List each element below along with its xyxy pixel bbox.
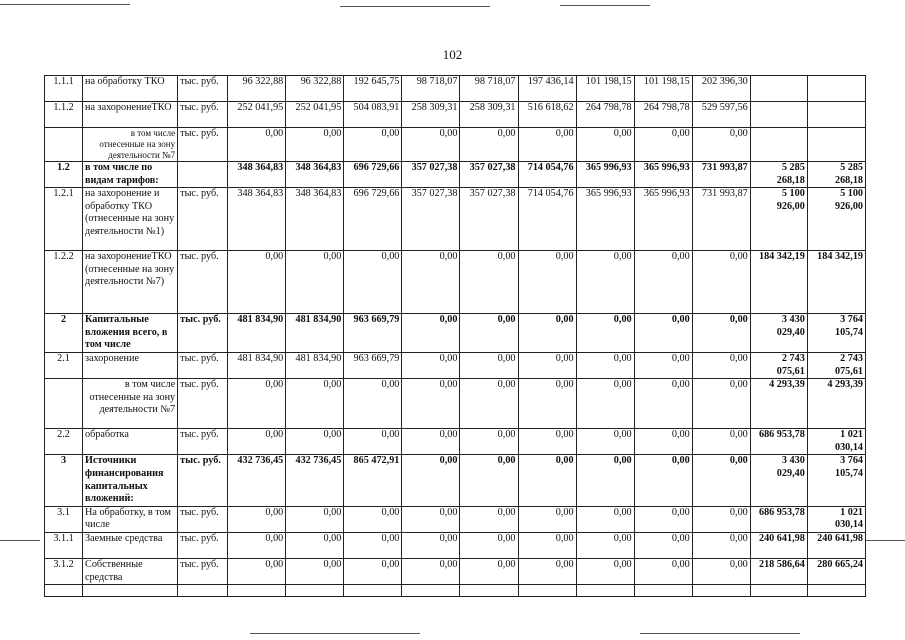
value-cell: 348 364,83 [228, 162, 286, 188]
value-cell: 0,00 [460, 352, 518, 378]
value-cell: 0,00 [460, 558, 518, 584]
scan-artifact-line [866, 540, 905, 541]
row-number: 3.1 [45, 506, 83, 532]
empty-cell [692, 585, 750, 597]
value-cell: 0,00 [402, 314, 460, 353]
empty-cell [460, 585, 518, 597]
value-cell: 2 743 075,61 [807, 352, 865, 378]
value-cell [750, 76, 807, 102]
value-cell: 481 834,90 [286, 314, 344, 353]
value-cell: 481 834,90 [286, 352, 344, 378]
value-cell: 0,00 [344, 558, 402, 584]
value-cell: 258 309,31 [460, 102, 518, 128]
value-cell: 481 834,90 [228, 314, 286, 353]
row-number: 2.2 [45, 429, 83, 455]
value-cell: 3 430 029,40 [750, 314, 807, 353]
table-row [45, 455, 866, 506]
value-cell: 0,00 [518, 455, 576, 506]
value-cell: 0,00 [402, 506, 460, 532]
value-cell: 357 027,38 [402, 188, 460, 251]
row-number: 2 [45, 314, 83, 353]
value-cell: 348 364,83 [228, 188, 286, 251]
row-name: в том числе отнесенные на зону деятельности №7 [83, 379, 178, 429]
row-name: Капитальные вложения всего, в том числе [83, 314, 178, 353]
value-cell: 0,00 [460, 379, 518, 429]
value-cell: 96 322,88 [228, 76, 286, 102]
row-unit: тыс. руб. [178, 379, 228, 429]
value-cell: 192 645,75 [344, 76, 402, 102]
row-name: в том числе отнесенные на зону деятельности №7 [83, 128, 178, 162]
value-cell: 101 198,15 [576, 76, 634, 102]
row-number: 3.1.2 [45, 558, 83, 584]
value-cell: 731 993,87 [692, 188, 750, 251]
table-row [45, 506, 866, 532]
value-cell: 357 027,38 [460, 162, 518, 188]
value-cell: 365 996,93 [576, 162, 634, 188]
scan-artifact-line [640, 633, 800, 634]
value-cell: 0,00 [576, 128, 634, 162]
value-cell: 0,00 [576, 455, 634, 506]
value-cell [807, 102, 865, 128]
empty-cell [518, 585, 576, 597]
value-cell: 252 041,95 [228, 102, 286, 128]
value-cell: 0,00 [576, 251, 634, 314]
empty-cell [178, 585, 228, 597]
table-row [45, 76, 866, 102]
value-cell: 0,00 [576, 506, 634, 532]
value-cell: 432 736,45 [286, 455, 344, 506]
row-name: Собственные средства [83, 558, 178, 584]
value-cell: 0,00 [344, 506, 402, 532]
value-cell: 0,00 [692, 455, 750, 506]
value-cell: 101 198,15 [634, 76, 692, 102]
value-cell: 0,00 [402, 128, 460, 162]
value-cell: 963 669,79 [344, 352, 402, 378]
scan-artifact-line [250, 633, 420, 634]
value-cell: 348 364,83 [286, 162, 344, 188]
value-cell: 0,00 [634, 532, 692, 558]
value-cell: 258 309,31 [402, 102, 460, 128]
row-unit: тыс. руб. [178, 314, 228, 353]
table-row [45, 379, 866, 429]
value-cell: 0,00 [692, 506, 750, 532]
row-number: 1.1.1 [45, 76, 83, 102]
value-cell: 197 436,14 [518, 76, 576, 102]
table-row [45, 429, 866, 455]
value-cell: 0,00 [228, 506, 286, 532]
value-cell [750, 128, 807, 162]
value-cell: 0,00 [402, 429, 460, 455]
row-number: 3.1.1 [45, 532, 83, 558]
value-cell: 357 027,38 [402, 162, 460, 188]
value-cell: 280 665,24 [807, 558, 865, 584]
row-name: захоронение [83, 352, 178, 378]
table-row [45, 532, 866, 558]
value-cell: 0,00 [692, 352, 750, 378]
value-cell: 365 996,93 [634, 162, 692, 188]
value-cell: 0,00 [286, 128, 344, 162]
row-name: Источники финансирования капитальных вложений: [83, 455, 178, 506]
table-row [45, 188, 866, 251]
value-cell: 5 285 268,18 [750, 162, 807, 188]
value-cell: 963 669,79 [344, 314, 402, 353]
value-cell: 0,00 [576, 558, 634, 584]
empty-cell [228, 585, 286, 597]
row-number: 3 [45, 455, 83, 506]
value-cell: 0,00 [576, 379, 634, 429]
value-cell: 2 743 075,61 [750, 352, 807, 378]
value-cell: 0,00 [576, 429, 634, 455]
financial-table [44, 75, 866, 597]
value-cell: 365 996,93 [634, 188, 692, 251]
value-cell: 0,00 [286, 379, 344, 429]
value-cell: 98 718,07 [402, 76, 460, 102]
value-cell: 0,00 [634, 379, 692, 429]
empty-cell [83, 585, 178, 597]
value-cell: 252 041,95 [286, 102, 344, 128]
value-cell: 0,00 [460, 128, 518, 162]
value-cell: 0,00 [286, 532, 344, 558]
value-cell: 0,00 [518, 251, 576, 314]
value-cell: 348 364,83 [286, 188, 344, 251]
empty-cell [344, 585, 402, 597]
empty-cell [45, 585, 83, 597]
table-row [45, 558, 866, 584]
empty-cell [286, 585, 344, 597]
value-cell: 0,00 [344, 251, 402, 314]
row-unit: тыс. руб. [178, 251, 228, 314]
value-cell: 0,00 [402, 455, 460, 506]
value-cell: 504 083,91 [344, 102, 402, 128]
row-number [45, 128, 83, 162]
row-name: На обработку, в том числе [83, 506, 178, 532]
value-cell: 240 641,98 [750, 532, 807, 558]
value-cell: 3 764 105,74 [807, 314, 865, 353]
value-cell [807, 128, 865, 162]
value-cell: 98 718,07 [460, 76, 518, 102]
value-cell: 0,00 [692, 429, 750, 455]
table-row [45, 162, 866, 188]
value-cell: 202 396,30 [692, 76, 750, 102]
scan-artifact-line [0, 4, 130, 5]
row-number: 2.1 [45, 352, 83, 378]
value-cell: 0,00 [692, 532, 750, 558]
value-cell: 0,00 [286, 558, 344, 584]
value-cell: 0,00 [460, 455, 518, 506]
row-unit: тыс. руб. [178, 455, 228, 506]
value-cell: 0,00 [460, 314, 518, 353]
value-cell [807, 76, 865, 102]
value-cell: 0,00 [576, 352, 634, 378]
value-cell: 0,00 [518, 352, 576, 378]
value-cell: 96 322,88 [286, 76, 344, 102]
table-row [45, 585, 866, 597]
value-cell: 0,00 [344, 429, 402, 455]
value-cell: 0,00 [228, 379, 286, 429]
value-cell: 0,00 [286, 506, 344, 532]
value-cell: 696 729,66 [344, 162, 402, 188]
table-row [45, 314, 866, 353]
value-cell: 432 736,45 [228, 455, 286, 506]
row-number: 1.1.2 [45, 102, 83, 128]
value-cell: 0,00 [634, 429, 692, 455]
value-cell: 0,00 [286, 429, 344, 455]
value-cell: 0,00 [402, 532, 460, 558]
value-cell: 0,00 [634, 251, 692, 314]
value-cell: 0,00 [518, 379, 576, 429]
value-cell: 218 586,64 [750, 558, 807, 584]
table-row [45, 128, 866, 162]
value-cell: 686 953,78 [750, 429, 807, 455]
row-name: Заемные средства [83, 532, 178, 558]
row-number: 1.2.1 [45, 188, 83, 251]
value-cell: 714 054,76 [518, 162, 576, 188]
value-cell: 0,00 [518, 314, 576, 353]
row-name: на обработку ТКО [83, 76, 178, 102]
value-cell: 0,00 [634, 352, 692, 378]
row-unit: тыс. руб. [178, 352, 228, 378]
value-cell: 714 054,76 [518, 188, 576, 251]
row-number [45, 379, 83, 429]
value-cell: 5 285 268,18 [807, 162, 865, 188]
empty-cell [402, 585, 460, 597]
row-name: на захоронение и обработку ТКО (отнесенные на зону деятельности №1) [83, 188, 178, 251]
empty-cell [634, 585, 692, 597]
row-name: обработка [83, 429, 178, 455]
row-unit: тыс. руб. [178, 558, 228, 584]
table-row [45, 102, 866, 128]
row-name: в том числе по видам тарифов: [83, 162, 178, 188]
value-cell: 0,00 [344, 379, 402, 429]
row-name: на захоронениеТКО [83, 102, 178, 128]
value-cell: 696 729,66 [344, 188, 402, 251]
empty-cell [807, 585, 865, 597]
scan-artifact-line [340, 6, 490, 7]
value-cell: 686 953,78 [750, 506, 807, 532]
value-cell: 0,00 [576, 532, 634, 558]
value-cell: 0,00 [228, 429, 286, 455]
row-unit: тыс. руб. [178, 76, 228, 102]
row-name: на захоронениеТКО (отнесенные на зону деятельности №7) [83, 251, 178, 314]
value-cell: 0,00 [344, 532, 402, 558]
value-cell: 0,00 [692, 379, 750, 429]
value-cell: 0,00 [460, 251, 518, 314]
value-cell: 0,00 [228, 251, 286, 314]
empty-cell [576, 585, 634, 597]
value-cell: 0,00 [692, 251, 750, 314]
value-cell: 0,00 [634, 506, 692, 532]
value-cell: 184 342,19 [750, 251, 807, 314]
row-unit [178, 162, 228, 188]
row-unit: тыс. руб. [178, 128, 228, 162]
table-row [45, 251, 866, 314]
scan-artifact-line [560, 5, 650, 6]
value-cell: 0,00 [518, 128, 576, 162]
value-cell: 0,00 [402, 352, 460, 378]
value-cell: 184 342,19 [807, 251, 865, 314]
value-cell: 0,00 [518, 506, 576, 532]
value-cell: 0,00 [286, 251, 344, 314]
value-cell: 365 996,93 [576, 188, 634, 251]
value-cell: 1 021 030,14 [807, 429, 865, 455]
value-cell: 240 641,98 [807, 532, 865, 558]
value-cell: 0,00 [402, 558, 460, 584]
value-cell: 0,00 [634, 455, 692, 506]
row-unit: тыс. руб. [178, 188, 228, 251]
value-cell: 0,00 [460, 506, 518, 532]
value-cell: 0,00 [518, 429, 576, 455]
value-cell: 0,00 [228, 532, 286, 558]
value-cell: 0,00 [518, 532, 576, 558]
value-cell: 4 293,39 [750, 379, 807, 429]
value-cell: 481 834,90 [228, 352, 286, 378]
value-cell: 4 293,39 [807, 379, 865, 429]
value-cell: 0,00 [344, 128, 402, 162]
value-cell: 0,00 [634, 558, 692, 584]
value-cell: 5 100 926,00 [807, 188, 865, 251]
value-cell: 0,00 [460, 532, 518, 558]
value-cell: 0,00 [692, 128, 750, 162]
value-cell: 0,00 [692, 314, 750, 353]
value-cell: 529 597,56 [692, 102, 750, 128]
value-cell: 0,00 [634, 128, 692, 162]
value-cell: 731 993,87 [692, 162, 750, 188]
row-unit: тыс. руб. [178, 506, 228, 532]
value-cell: 5 100 926,00 [750, 188, 807, 251]
row-unit: тыс. руб. [178, 429, 228, 455]
page-number: 102 [442, 47, 463, 62]
value-cell: 0,00 [576, 314, 634, 353]
row-number: 1.2 [45, 162, 83, 188]
value-cell: 0,00 [402, 251, 460, 314]
value-cell: 357 027,38 [460, 188, 518, 251]
value-cell [750, 102, 807, 128]
value-cell: 0,00 [228, 558, 286, 584]
value-cell: 516 618,62 [518, 102, 576, 128]
value-cell: 0,00 [692, 558, 750, 584]
value-cell: 264 798,78 [634, 102, 692, 128]
row-unit: тыс. руб. [178, 532, 228, 558]
value-cell: 0,00 [634, 314, 692, 353]
value-cell: 0,00 [402, 379, 460, 429]
value-cell: 3 430 029,40 [750, 455, 807, 506]
value-cell: 0,00 [518, 558, 576, 584]
value-cell: 865 472,91 [344, 455, 402, 506]
row-unit: тыс. руб. [178, 102, 228, 128]
empty-cell [750, 585, 807, 597]
value-cell: 0,00 [228, 128, 286, 162]
value-cell: 0,00 [460, 429, 518, 455]
row-number: 1.2.2 [45, 251, 83, 314]
scan-artifact-line [0, 540, 40, 541]
value-cell: 1 021 030,14 [807, 506, 865, 532]
value-cell: 3 764 105,74 [807, 455, 865, 506]
table-row [45, 352, 866, 378]
value-cell: 264 798,78 [576, 102, 634, 128]
